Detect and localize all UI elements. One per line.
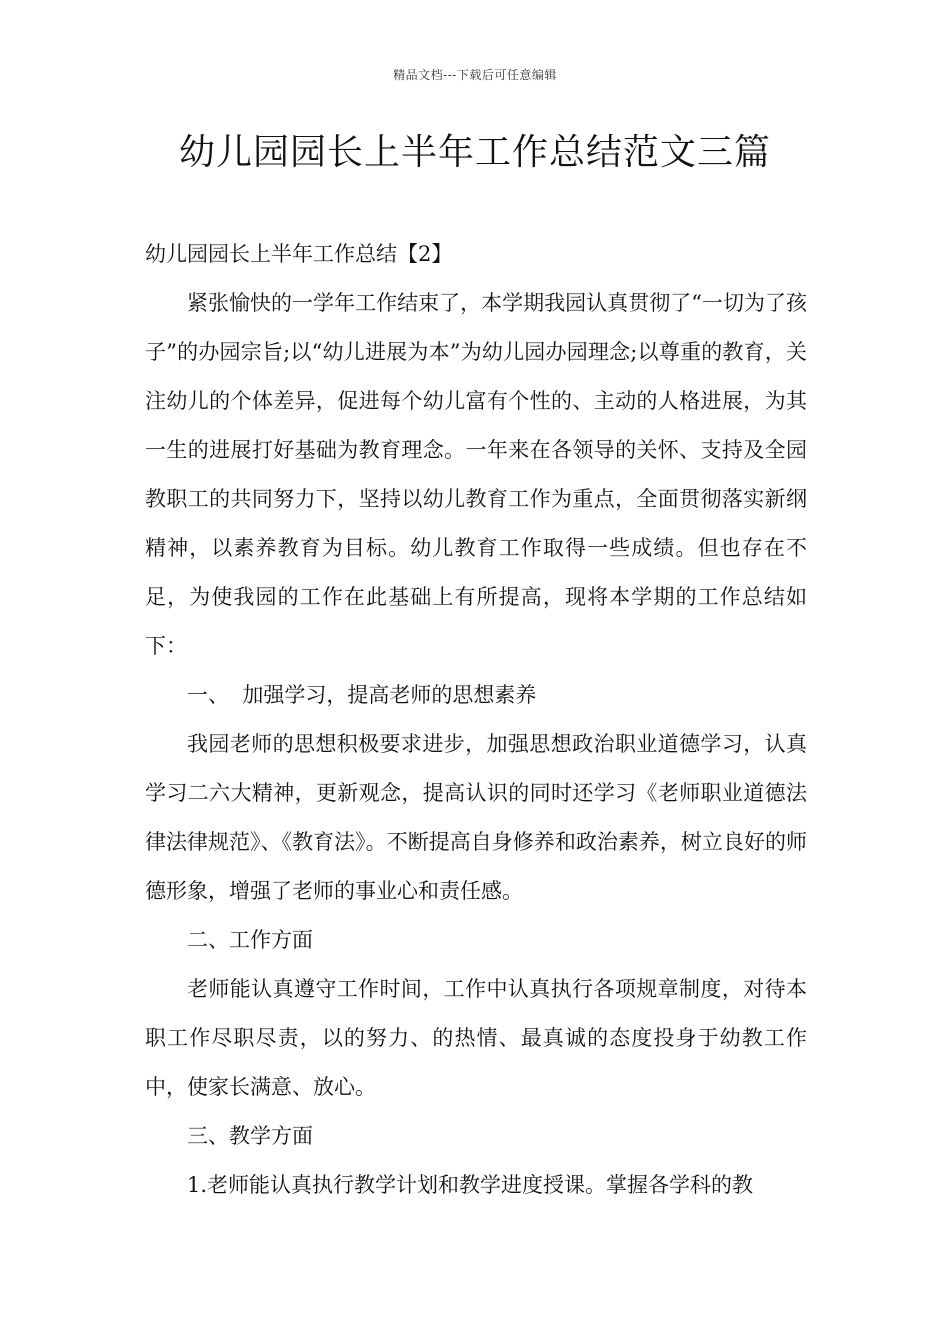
document-title: 幼儿园园长上半年工作总结范文三篇 [178,132,771,173]
section-heading: 幼儿园园长上半年工作总结【2】 [145,242,453,266]
paragraph-teaching: 1.老师能认真执行教学计划和教学进度授课。掌握各学科的教 [187,1173,754,1197]
subheading-study: 一、 加强学习，提高老师的思想素养 [187,683,537,707]
header-note: 精品文档---下载后可任意编辑 [393,68,557,82]
paragraph-study: 我园老师的思想积极要求进步，加强思想政治职业道德学习，认真学习二六大精神，更新观念，提高认识的同时还学习《老师职业道德法律法律规范》、《教育法》。不断提高自身修养和政治素养，树立良好的师德形象，增强了老师的事业心和责任感。 [145,732,807,903]
paragraph-intro: 紧张愉快的一学年工作结束了，本学期我园认真贯彻了“一切为了孩子”的办园宗旨;以“幼儿进展为本”为幼儿园办园理念;以尊重的教育，关注幼儿的个体差异，促进每个幼儿富有个性的、主动的人格进展，为其一生的进展打好基础为教育理念。一年来在各领导的关怀、支持及全园教职工的共同努力下，坚持以幼儿教育工作为重点，全面贯彻落实新纲精神，以素养教育为目标。幼儿教育工作取得一些成绩。但也存在不足，为使我园的工作在此基础上有所提高，现将本学期的工作总结如下： [145,291,807,658]
subheading-work: 二、工作方面 [187,928,313,952]
document-body [145,230,807,1210]
subheading-teaching: 三、教学方面 [187,1124,313,1148]
paragraph-work: 老师能认真遵守工作时间，工作中认真执行各项规章制度，对待本职工作尽职尽责，以的努力、的热情、最真诚的态度投身于幼教工作中，使家长满意、放心。 [145,977,807,1099]
